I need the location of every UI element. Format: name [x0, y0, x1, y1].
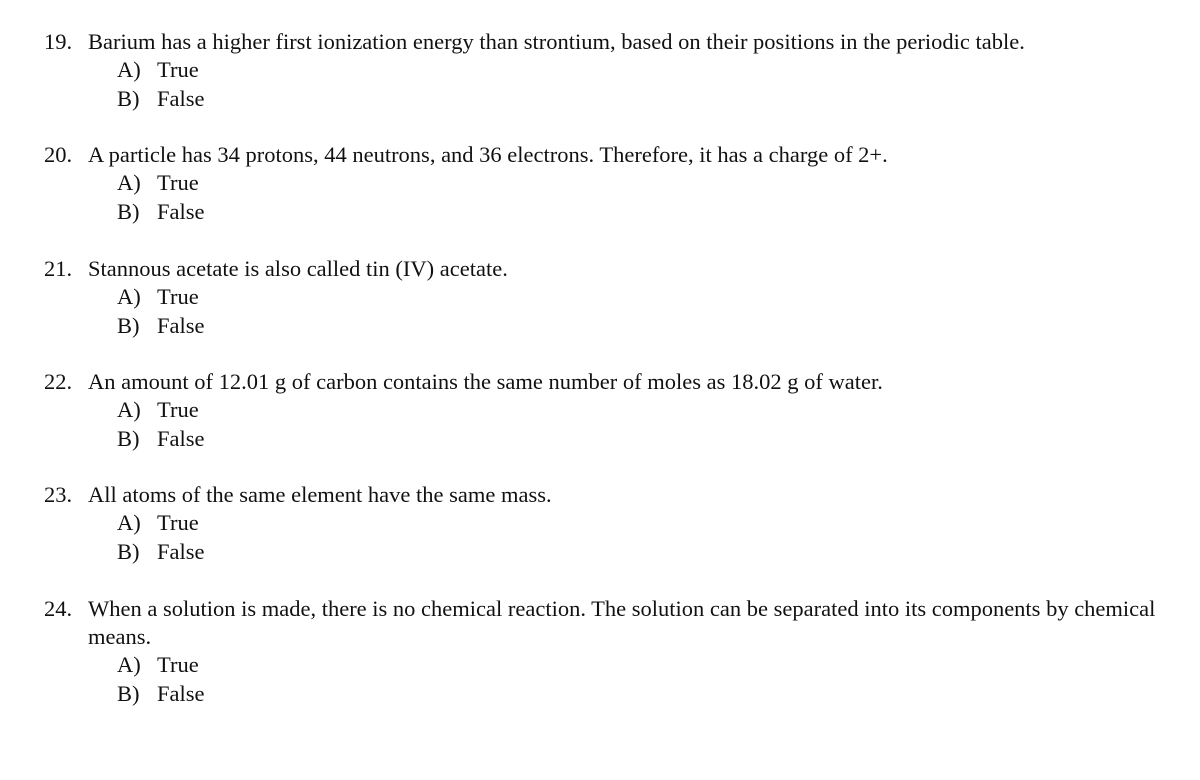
question-number: 22.: [44, 369, 73, 394]
question-text: Barium has a higher first ionization energy than strontium, based on their positions in the periodic table.: [88, 29, 1025, 54]
option-b[interactable]: [44, 538, 1174, 567]
option-b[interactable]: [44, 85, 1174, 114]
option-label: False: [157, 198, 205, 224]
option-a[interactable]: [44, 396, 1174, 425]
option-letter: B): [117, 680, 140, 706]
option-label: False: [157, 425, 205, 451]
question-20: [44, 141, 1174, 226]
option-letter: A): [117, 284, 141, 309]
question-number: 23.: [44, 482, 73, 507]
option-letter: B): [117, 85, 140, 111]
question-number: 24.: [44, 596, 73, 621]
option-label: False: [157, 312, 205, 338]
question-22: [44, 368, 1174, 453]
question-21: [44, 255, 1174, 340]
question-number: 20.: [44, 142, 73, 167]
option-b[interactable]: [44, 680, 1174, 709]
option-label: False: [157, 538, 205, 564]
question-stem: [44, 595, 1174, 651]
option-b[interactable]: [44, 425, 1174, 454]
option-label: True: [157, 57, 199, 82]
question-text: A particle has 34 protons, 44 neutrons, and 36 electrons. Therefore, it has a charge of 2+.: [88, 142, 888, 167]
option-label: True: [157, 397, 199, 422]
option-label: True: [157, 284, 199, 309]
option-b[interactable]: [44, 198, 1174, 227]
question-stem: [44, 255, 1174, 283]
option-letter: B): [117, 198, 140, 224]
question-number: 19.: [44, 29, 73, 54]
option-label: True: [157, 510, 199, 535]
option-a[interactable]: [44, 283, 1174, 312]
option-letter: A): [117, 170, 141, 195]
option-a[interactable]: [44, 651, 1174, 680]
question-24: [44, 595, 1174, 708]
option-label: True: [157, 652, 199, 677]
option-letter: A): [117, 397, 141, 422]
question-stem: [44, 368, 1174, 396]
option-a[interactable]: [44, 169, 1174, 198]
question-text: When a solution is made, there is no chemical reaction. The solution can be separated into its components by chemical means.: [88, 596, 1156, 649]
question-text: An amount of 12.01 g of carbon contains the same number of moles as 18.02 g of water.: [88, 369, 883, 394]
question-stem: [44, 481, 1174, 509]
option-letter: A): [117, 510, 141, 535]
option-a[interactable]: [44, 509, 1174, 538]
option-letter: B): [117, 312, 140, 338]
option-label: False: [157, 680, 205, 706]
question-text: All atoms of the same element have the same mass.: [88, 482, 552, 507]
option-b[interactable]: [44, 312, 1174, 341]
option-a[interactable]: [44, 56, 1174, 85]
question-stem: [44, 141, 1174, 169]
question-23: [44, 481, 1174, 566]
option-label: False: [157, 85, 205, 111]
option-letter: A): [117, 57, 141, 82]
question-number: 21.: [44, 256, 73, 281]
option-letter: B): [117, 425, 140, 451]
option-letter: A): [117, 652, 141, 677]
question-19: [44, 28, 1174, 113]
question-text: Stannous acetate is also called tin (IV) acetate.: [88, 256, 508, 281]
question-stem: [44, 28, 1174, 56]
option-label: True: [157, 170, 199, 195]
option-letter: B): [117, 538, 140, 564]
